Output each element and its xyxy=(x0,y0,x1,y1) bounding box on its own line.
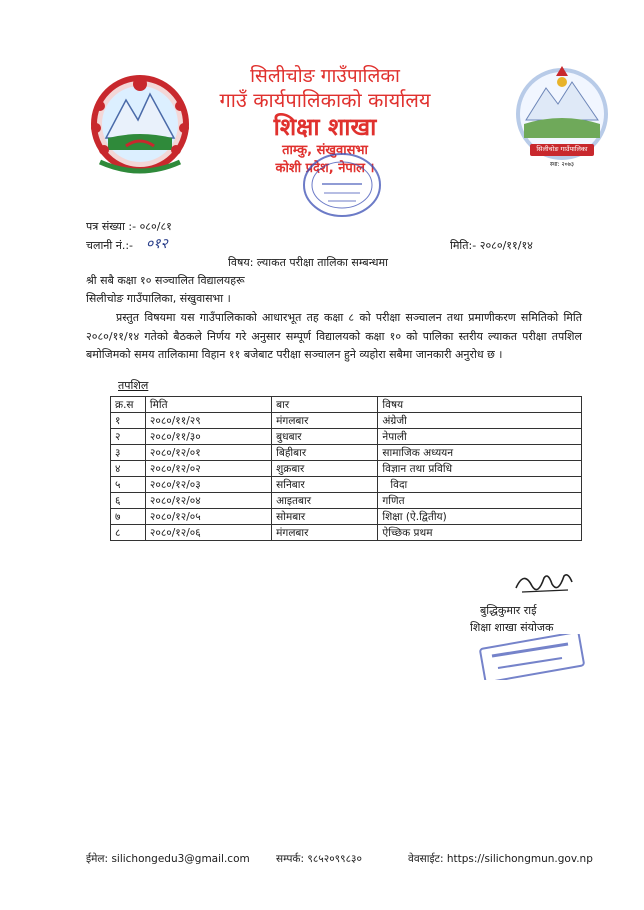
table-row xyxy=(111,525,582,541)
cell-subject: विदा xyxy=(378,477,582,493)
office-stamp xyxy=(300,150,384,220)
cell-day: सनिबार xyxy=(272,477,378,493)
cell-subject: ऐच्छिक प्रथम xyxy=(378,525,582,541)
footer-email-label: ईमेल: xyxy=(86,853,109,865)
header-serial: क्र.स xyxy=(111,397,146,413)
footer-phone xyxy=(276,852,362,866)
footer-email-value[interactable]: silichongedu3@gmail.com xyxy=(111,853,250,865)
cell-serial: ६ xyxy=(111,493,146,509)
cell-day: मंगलबार xyxy=(272,413,378,429)
cell-date: २०८०/१२/०६ xyxy=(145,525,271,541)
body-paragraph: प्रस्तुत विषयमा यस गाउँपालिकाको आधारभूत तह कक्षा ८ को परीक्षा सञ्चालन तथा प्रमाणीकरण समितिको मिति २०८०/११/१४ गतेको बैठकले निर्णय गरे अनुसार सम्पूर्ण विद्यालयको कक्षा १० को पालिका स्तरीय ल्याकत परीक्षा तपशिल बमोजिमको समय तालिकामा विहान ११ बजेबाट परीक्षा सञ्चालन हुने व्यहोरा सबैमा जानकारी अनुरोध छ । xyxy=(86,311,582,361)
cell-day: बुधबार xyxy=(272,429,378,445)
cell-date: २०८०/१२/०३ xyxy=(145,477,271,493)
cell-date: २०८०/१२/०५ xyxy=(145,509,271,525)
cell-subject: सामाजिक अध्ययन xyxy=(378,445,582,461)
footer-website-label: वेवसाईट: xyxy=(408,853,444,865)
table-row xyxy=(111,429,582,445)
cell-serial: ७ xyxy=(111,509,146,525)
table-row xyxy=(111,445,582,461)
header-day: बार xyxy=(272,397,378,413)
table-row xyxy=(111,413,582,429)
cell-day: आइतबार xyxy=(272,493,378,509)
exam-schedule-table xyxy=(110,396,582,541)
table-row xyxy=(111,461,582,477)
header-subject: विषय xyxy=(378,397,582,413)
cell-date: २०८०/१२/०१ xyxy=(145,445,271,461)
table-row xyxy=(111,493,582,509)
municipality-logo-caption: सिलीचोङ गाउँपालिका xyxy=(536,145,588,153)
table-row xyxy=(111,509,582,525)
municipality-logo xyxy=(512,62,612,172)
municipality-logo-year: स्था: २०७३ xyxy=(549,161,574,168)
cell-subject: अंग्रेजी xyxy=(378,413,582,429)
province-line: कोशी प्रदेश, नेपाल । xyxy=(275,161,375,176)
recipient-line-2: सिलीचोङ गाउँपालिका, संखुवासभा । xyxy=(86,292,231,305)
cell-day: सोमबार xyxy=(272,509,378,525)
recipient-line-1: श्री सबै कक्षा १० सञ्चालित विद्यालयहरू xyxy=(86,274,245,287)
cell-date: २०८०/११/३० xyxy=(145,429,271,445)
dispatch-number-value: ०१२ xyxy=(146,236,168,252)
dispatch-number-label: चलानी नं.:- xyxy=(86,239,134,252)
footer-email xyxy=(86,852,250,866)
name-stamp xyxy=(478,634,588,680)
cell-subject: नेपाली xyxy=(378,429,582,445)
header-date: मिति xyxy=(145,397,271,413)
reference-number: पत्र संख्या :- ०८०/८१ xyxy=(86,220,172,233)
cell-date: २०८०/१२/०२ xyxy=(145,461,271,477)
cell-subject: विज्ञान तथा प्रविधि xyxy=(378,461,582,477)
cell-serial: ८ xyxy=(111,525,146,541)
cell-subject: गणित xyxy=(378,493,582,509)
schedule-heading: तपशिल xyxy=(118,379,149,392)
address-line: ताम्कु, संखुवासभा xyxy=(282,143,368,158)
cell-date: २०८०/१२/०४ xyxy=(145,493,271,509)
table-row xyxy=(111,477,582,493)
cell-serial: २ xyxy=(111,429,146,445)
signatory-name: बुद्धिकुमार राई xyxy=(480,604,537,617)
table-header-row xyxy=(111,397,582,413)
cell-serial: ३ xyxy=(111,445,146,461)
cell-day: मंगलबार xyxy=(272,525,378,541)
handwritten-signature xyxy=(512,568,576,598)
cell-serial: ४ xyxy=(111,461,146,477)
cell-day: बिहीबार xyxy=(272,445,378,461)
footer-phone-value: ९८५२०९९८३० xyxy=(307,853,362,865)
office-name: गाउँ कार्यपालिकाको कार्यालय xyxy=(219,88,431,112)
cell-date: २०८०/११/२९ xyxy=(145,413,271,429)
cell-day: शुक्रबार xyxy=(272,461,378,477)
footer-website-value[interactable]: https://silichongmun.gov.np xyxy=(446,853,593,865)
footer-phone-label: सम्पर्क: xyxy=(276,853,305,865)
municipality-name: सिलीचोङ गाउँपालिका xyxy=(250,65,400,87)
cell-serial: १ xyxy=(111,413,146,429)
cell-subject: शिक्षा (ऐ.द्वितीय) xyxy=(378,509,582,525)
signatory-title: शिक्षा शाखा संयोजक xyxy=(470,621,554,634)
letter-date: मिति:- २०८०/११/१४ xyxy=(450,239,533,252)
section-name: शिक्षा शाखा xyxy=(273,113,377,141)
cell-serial: ५ xyxy=(111,477,146,493)
footer-website xyxy=(408,852,593,866)
subject-line: विषय: ल्याकत परीक्षा तालिका सम्बन्धमा xyxy=(228,256,388,269)
